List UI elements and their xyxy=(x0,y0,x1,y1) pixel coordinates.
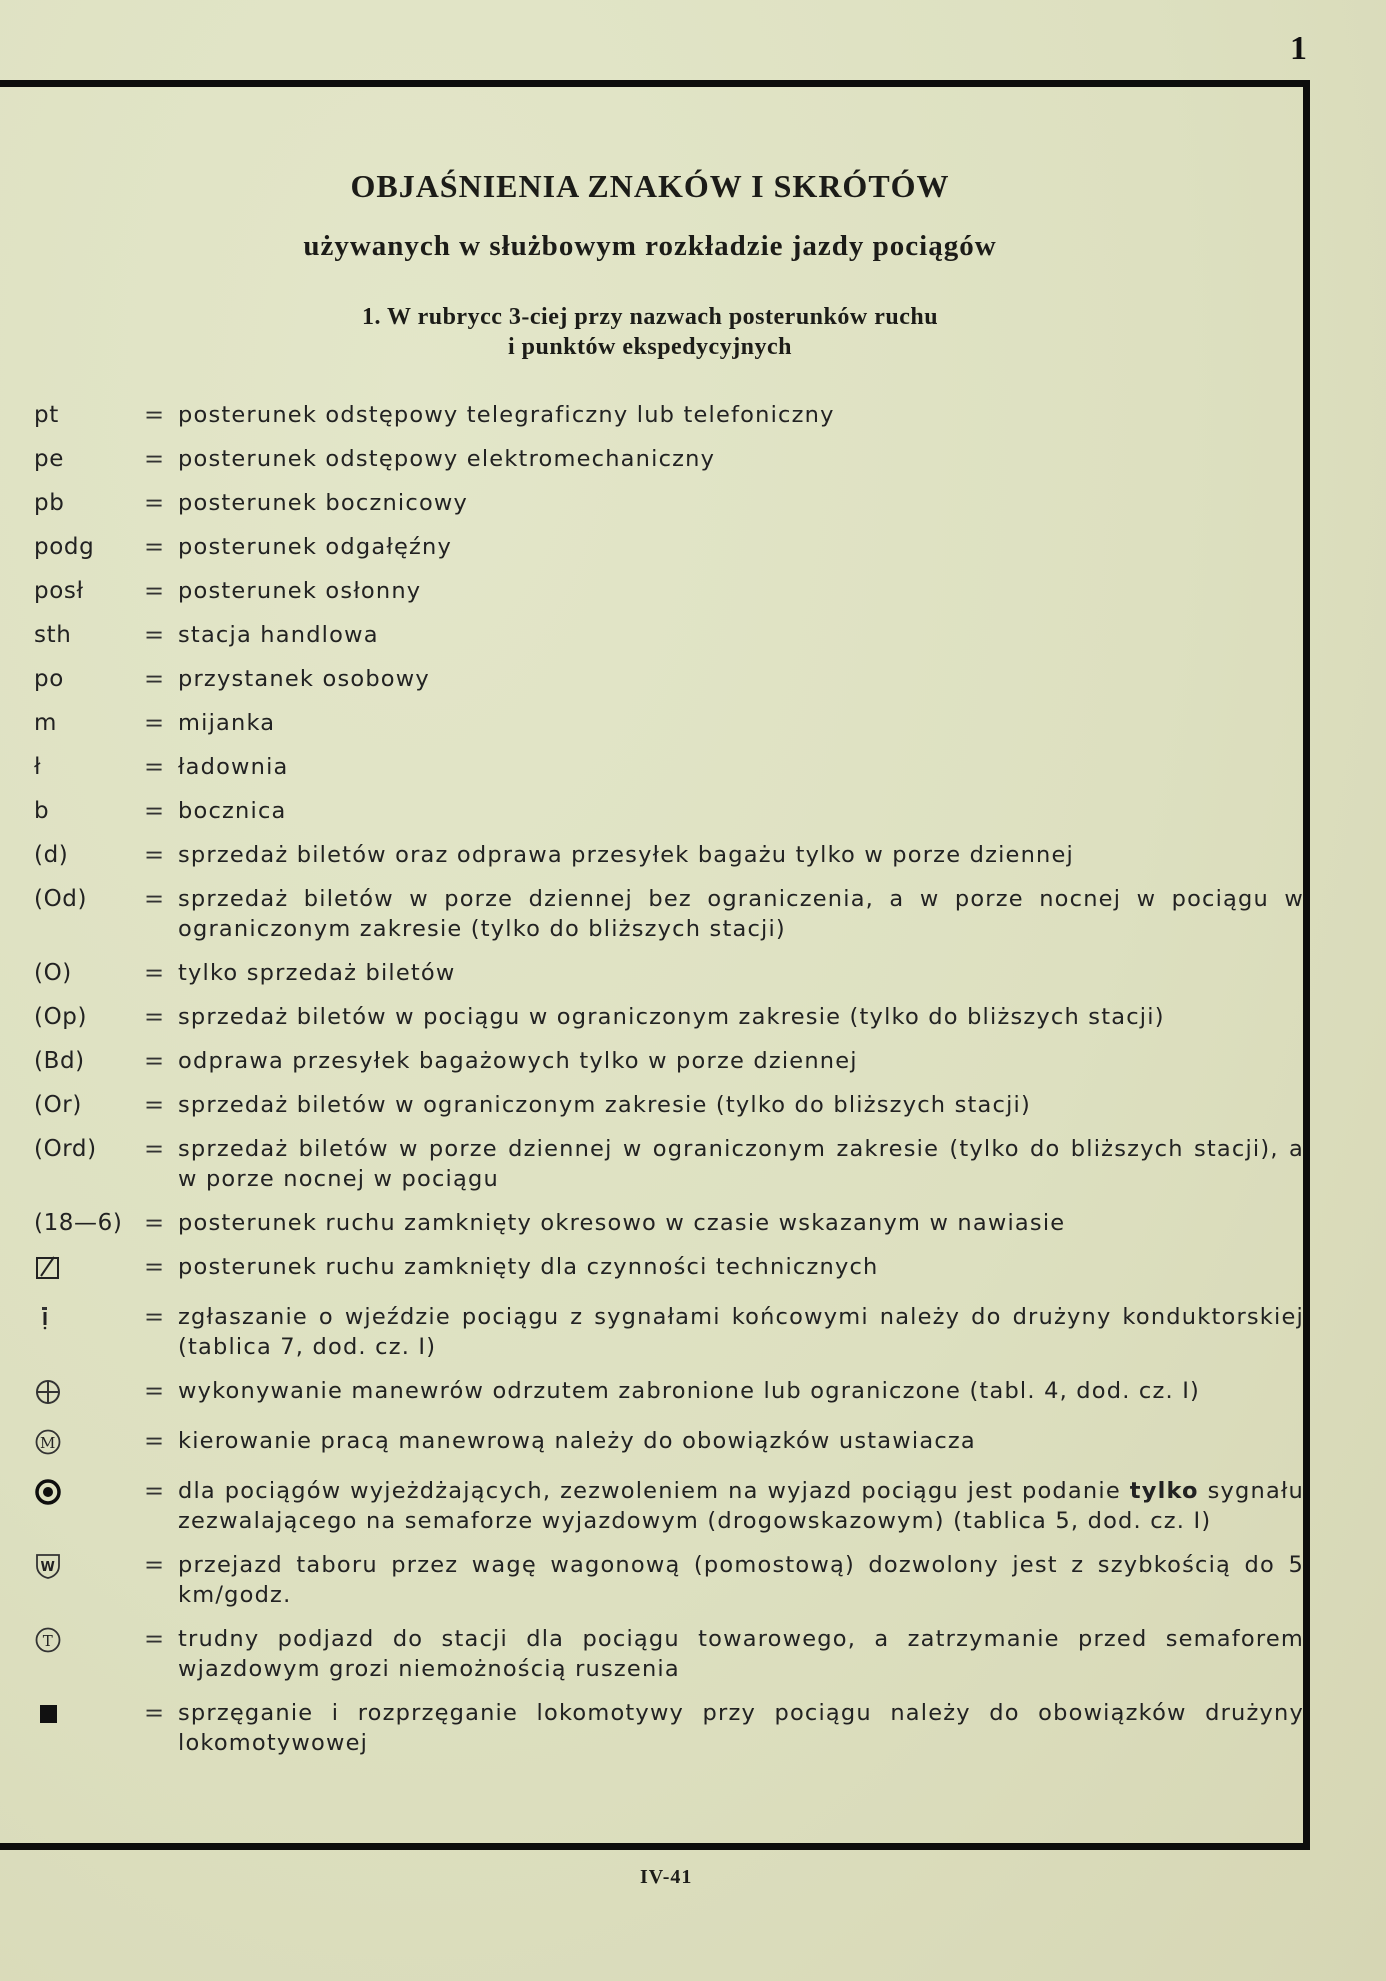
legend-definition: posterunek odgałęźny xyxy=(178,534,452,560)
legend-entry xyxy=(34,400,1304,430)
document-subtitle: używanych w służbowym rozkładzie jazdy pociągów xyxy=(303,230,997,262)
shield-w-icon xyxy=(34,1550,144,1586)
section-heading-line-1: 1. W rubrycc 3-ciej przy nazwach posterunków ruchu xyxy=(361,304,939,330)
equals-sign: = xyxy=(144,1135,165,1163)
legend-definition: sprzęganie i rozprzęganie lokomotywy przy pociągu należy do obowiązków drużyny lokomotywowej xyxy=(178,1700,1304,1756)
legend-entry xyxy=(34,1090,1304,1120)
legend-definition: trudny podjazd do stacji dla pociągu towarowego, a zatrzymanie przed semaforem wjazdowym grozi niemożnością ruszenia xyxy=(178,1626,1304,1682)
legend-definition: sprzedaż biletów w ograniczonym zakresie (tylko do bliższych stacji) xyxy=(178,1092,1031,1118)
legend-entry xyxy=(34,1046,1304,1076)
legend-abbreviation: b xyxy=(34,798,50,824)
legend-entry xyxy=(34,664,1304,694)
equals-sign: = xyxy=(144,621,165,649)
legend-entry xyxy=(34,620,1304,650)
legend-definition: sprzedaż biletów oraz odprawa przesyłek bagażu tylko w porze dziennej xyxy=(178,842,1074,868)
svg-text:M: M xyxy=(40,1434,56,1452)
legend-abbreviation: (O) xyxy=(34,960,72,986)
legend-entry xyxy=(34,1208,1304,1238)
legend-definition: ładownia xyxy=(178,754,289,780)
legend-definition xyxy=(178,1476,1304,1536)
equals-sign: = xyxy=(144,1551,165,1579)
legend-definition: posterunek odstępowy elektromechaniczny xyxy=(178,446,716,472)
bullseye-icon xyxy=(34,1476,144,1512)
legend-abbreviation: pb xyxy=(34,490,65,516)
legend-definition: odprawa przesyłek bagażowych tylko w porze dziennej xyxy=(178,1048,858,1074)
equals-sign: = xyxy=(144,1253,165,1281)
page-number: 1 xyxy=(1290,30,1307,67)
equals-sign: = xyxy=(144,753,165,781)
definition-text: sygnału zezwalającego na semaforze wyjazdowym (drogowskazowym) (tablica 5, dod. cz. I) xyxy=(178,1478,1305,1534)
legend-entry xyxy=(34,1426,1304,1462)
legend-entry xyxy=(34,1550,1304,1610)
legend-definition: przejazd taboru przez wagę wagonową (pomostową) dozwolony jest z szybkością do 5 km/godz. xyxy=(178,1552,1304,1608)
legend-entry xyxy=(34,752,1304,782)
legend-abbreviation: sth xyxy=(34,622,72,648)
equals-sign: = xyxy=(144,401,165,429)
definition-emphasis: tylko xyxy=(1129,1478,1199,1504)
legend-definition: posterunek osłonny xyxy=(178,578,422,604)
legend-entry xyxy=(34,488,1304,518)
circled-t-icon xyxy=(34,1624,144,1660)
definition-text: dla pociągów wyjeżdżających, zezwoleniem na wyjazd pociągu jest podanie xyxy=(178,1478,1130,1504)
legend-entry xyxy=(34,1252,1304,1288)
circled-m-icon xyxy=(34,1426,144,1462)
legend-definition: stacja handlowa xyxy=(178,622,379,648)
legend-abbreviation: m xyxy=(34,710,58,736)
legend-abbreviation: (Bd) xyxy=(34,1048,85,1074)
svg-text:W: W xyxy=(40,1560,56,1575)
legend-entry xyxy=(34,1698,1304,1758)
legend-entry xyxy=(34,444,1304,474)
equals-sign: = xyxy=(144,709,165,737)
equals-sign: = xyxy=(144,1047,165,1075)
equals-sign: = xyxy=(144,1427,165,1455)
legend-entry xyxy=(34,1134,1304,1194)
legend-entry xyxy=(34,1376,1304,1412)
legend-definition: zgłaszanie o wjeździe pociągu z sygnałami końcowymi należy do drużyny konduktorskiej (tablica 7, dod. cz. I) xyxy=(178,1304,1304,1360)
legend-entry xyxy=(34,1476,1304,1536)
equals-sign: = xyxy=(144,533,165,561)
section-heading-line-2: i punktów ekspedycyjnych xyxy=(507,334,793,360)
legend-definition: bocznica xyxy=(178,798,287,824)
document-title: OBJAŚNIENIA ZNAKÓW I SKRÓTÓW xyxy=(350,168,950,204)
legend-abbreviation: (Od) xyxy=(34,886,88,912)
legend-entry xyxy=(34,840,1304,870)
legend-definition: wykonywanie manewrów odrzutem zabronione lub ograniczone (tabl. 4, dod. cz. I) xyxy=(178,1378,1201,1404)
legend-definition: tylko sprzedaż biletów xyxy=(178,960,456,986)
legend-abbreviation: (Or) xyxy=(34,1092,82,1118)
footer-code: IV-41 xyxy=(640,1866,693,1888)
equals-sign: = xyxy=(144,445,165,473)
legend-list xyxy=(34,400,1304,1758)
equals-sign: = xyxy=(144,797,165,825)
equals-sign: = xyxy=(144,1209,165,1237)
legend-entry xyxy=(34,1302,1304,1362)
legend-abbreviation: pe xyxy=(34,446,64,472)
legend-abbreviation: podg xyxy=(34,534,95,560)
equals-sign: = xyxy=(144,1091,165,1119)
legend-abbreviation: (Op) xyxy=(34,1004,88,1030)
svg-text:T: T xyxy=(42,1632,54,1650)
legend-entry xyxy=(34,884,1304,944)
legend-entry xyxy=(34,532,1304,562)
equals-sign: = xyxy=(144,489,165,517)
legend-definition: kierowanie pracą manewrową należy do obowiązków ustawiacza xyxy=(178,1428,976,1454)
legend-definition: sprzedaż biletów w porze dziennej bez ograniczenia, a w porze nocnej w pociągu w ograniczonym zakresie (tylko do bliższych stacji) xyxy=(178,886,1304,942)
legend-abbreviation: posł xyxy=(34,578,84,604)
filled-square-icon xyxy=(34,1698,144,1734)
equals-sign: = xyxy=(144,1303,165,1331)
equals-sign: = xyxy=(144,841,165,869)
equals-sign: = xyxy=(144,1625,165,1653)
equals-sign: = xyxy=(144,577,165,605)
legend-entry xyxy=(34,708,1304,738)
legend-abbreviation: po xyxy=(34,666,64,692)
legend-abbreviation: ł xyxy=(34,754,42,780)
legend-abbreviation: (Ord) xyxy=(34,1136,97,1162)
legend-definition: posterunek bocznicowy xyxy=(178,490,469,516)
crossed-circle-icon xyxy=(34,1376,144,1412)
square-slash-icon xyxy=(34,1252,144,1288)
equals-sign: = xyxy=(144,1699,165,1727)
equals-sign: = xyxy=(144,1477,165,1505)
equals-sign: = xyxy=(144,1003,165,1031)
legend-abbreviation: pt xyxy=(34,402,59,428)
legend-definition: posterunek ruchu zamknięty okresowo w czasie wskazanym w nawiasie xyxy=(178,1210,1066,1236)
legend-definition: sprzedaż biletów w porze dziennej w ograniczonym zakresie (tylko do bliższych stacji), a w porze nocnej w pociągu xyxy=(178,1136,1304,1192)
equals-sign: = xyxy=(144,959,165,987)
legend-entry xyxy=(34,1002,1304,1032)
section-heading xyxy=(0,302,1300,362)
legend-entry xyxy=(34,796,1304,826)
legend-definition: posterunek ruchu zamknięty dla czynności technicznych xyxy=(178,1254,879,1280)
equals-sign: = xyxy=(144,885,165,913)
legend-entry xyxy=(34,1624,1304,1684)
legend-abbreviation: (d) xyxy=(34,842,69,868)
legend-definition: mijanka xyxy=(178,710,276,736)
legend-entry xyxy=(34,576,1304,606)
legend-abbreviation: (18—6) xyxy=(34,1210,123,1236)
legend-definition: posterunek odstępowy telegraficzny lub telefoniczny xyxy=(178,402,835,428)
equals-sign: = xyxy=(144,665,165,693)
legend-entry xyxy=(34,958,1304,988)
legend-definition: sprzedaż biletów w pociągu w ograniczonym zakresie (tylko do bliższych stacji) xyxy=(178,1004,1165,1030)
legend-definition: przystanek osobowy xyxy=(178,666,430,692)
equals-sign: = xyxy=(144,1377,165,1405)
exclamation-mark-icon xyxy=(34,1302,144,1338)
